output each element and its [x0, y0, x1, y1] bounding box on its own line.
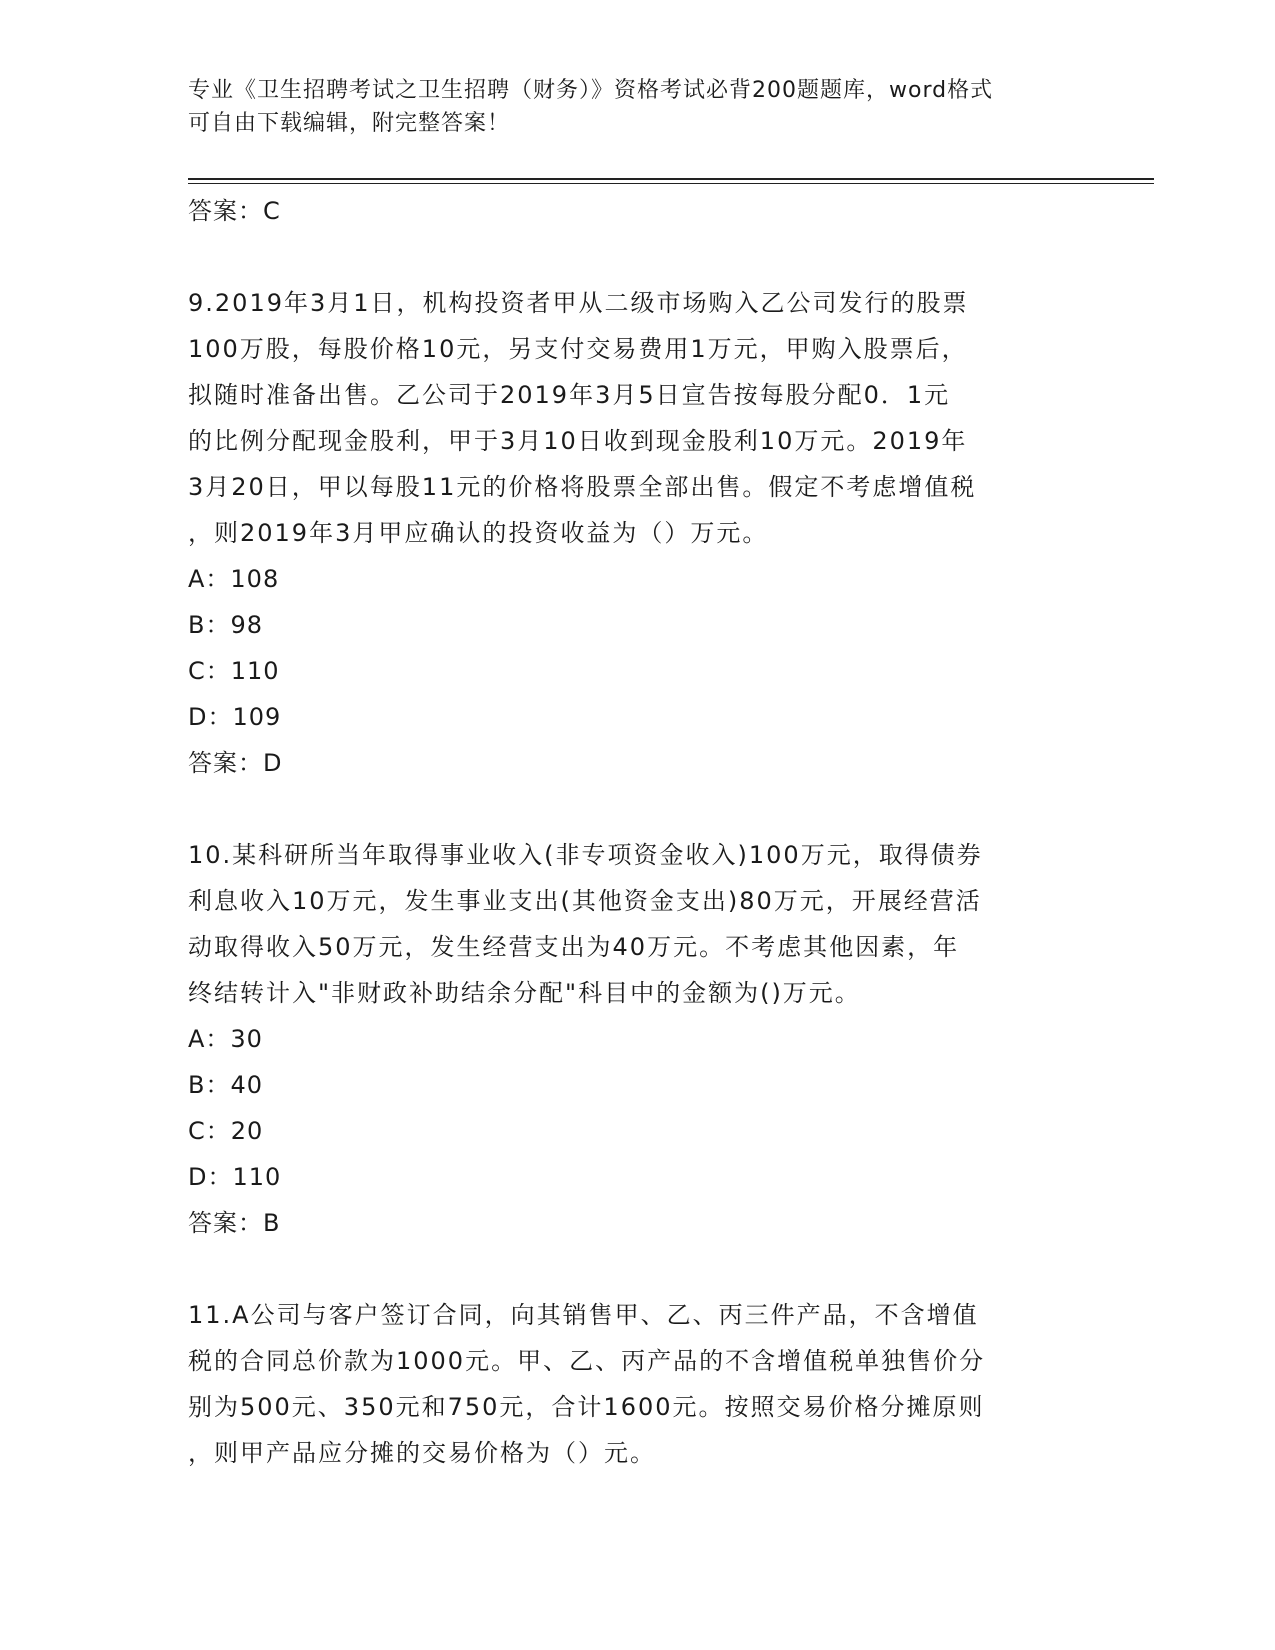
question-line: 利息收入10万元，发生事业支出(其他资金支出)80万元，开展经营活	[188, 887, 982, 915]
header-rule-thick	[188, 178, 1154, 180]
question-11	[188, 1292, 1088, 1476]
question-line: 动取得收入50万元，发生经营支出为40万元。不考虑其他因素，年	[188, 933, 960, 961]
spacer	[188, 786, 1088, 832]
spacer	[188, 1246, 1088, 1292]
option-d: D：110	[188, 1163, 282, 1191]
document-body	[188, 188, 1088, 1476]
question-line: ，则甲产品应分摊的交易价格为（）元。	[188, 1439, 656, 1467]
question-line: 别为500元、350元和750元，合计1600元。按照交易价格分摊原则	[188, 1393, 985, 1421]
question-line: 3月20日，甲以每股11元的价格将股票全部出售。假定不考虑增值税	[188, 473, 977, 501]
document-header	[188, 74, 1068, 140]
question-line: 100万股，每股价格10元，另支付交易费用1万元，甲购入股票后，	[188, 335, 968, 363]
question-line: 10.某科研所当年取得事业收入(非专项资金收入)100万元，取得债券	[188, 841, 983, 869]
question-line: 的比例分配现金股利，甲于3月10日收到现金股利10万元。2019年	[188, 427, 968, 455]
question-10	[188, 832, 1088, 1246]
option-c: C：20	[188, 1117, 264, 1145]
question-line: 终结转计入"非财政补助结余分配"科目中的金额为()万元。	[188, 979, 861, 1007]
question-line: 9.2019年3月1日，机构投资者甲从二级市场购入乙公司发行的股票	[188, 289, 969, 317]
question-line: ，则2019年3月甲应确认的投资收益为（）万元。	[188, 519, 769, 547]
question-10-text	[188, 832, 1088, 1016]
question-9-answer: 答案：D	[188, 749, 283, 777]
option-c: C：110	[188, 657, 280, 685]
spacer	[188, 234, 1088, 280]
question-line: 拟随时准备出售。乙公司于2019年3月5日宣告按每股分配0．1元	[188, 381, 951, 409]
question-10-answer: 答案：B	[188, 1209, 281, 1237]
question-9	[188, 280, 1088, 786]
question-line: 11.A公司与客户签订合同，向其销售甲、乙、丙三件产品，不含增值	[188, 1301, 979, 1329]
question-9-text	[188, 280, 1088, 556]
option-a: A：30	[188, 1025, 263, 1053]
header-line-1: 专业《卫生招聘考试之卫生招聘（财务）》资格考试必背200题题库，word格式	[188, 78, 994, 103]
question-11-text	[188, 1292, 1088, 1476]
question-line: 税的合同总价款为1000元。甲、乙、丙产品的不含增值税单独售价分	[188, 1347, 986, 1375]
header-rule-thin	[188, 183, 1154, 184]
option-b: B：40	[188, 1071, 264, 1099]
header-line-2: 可自由下载编辑，附完整答案！	[188, 111, 511, 136]
option-a: A：108	[188, 565, 280, 593]
option-b: B：98	[188, 611, 264, 639]
previous-answer: 答案：C	[188, 197, 281, 225]
option-d: D：109	[188, 703, 282, 731]
